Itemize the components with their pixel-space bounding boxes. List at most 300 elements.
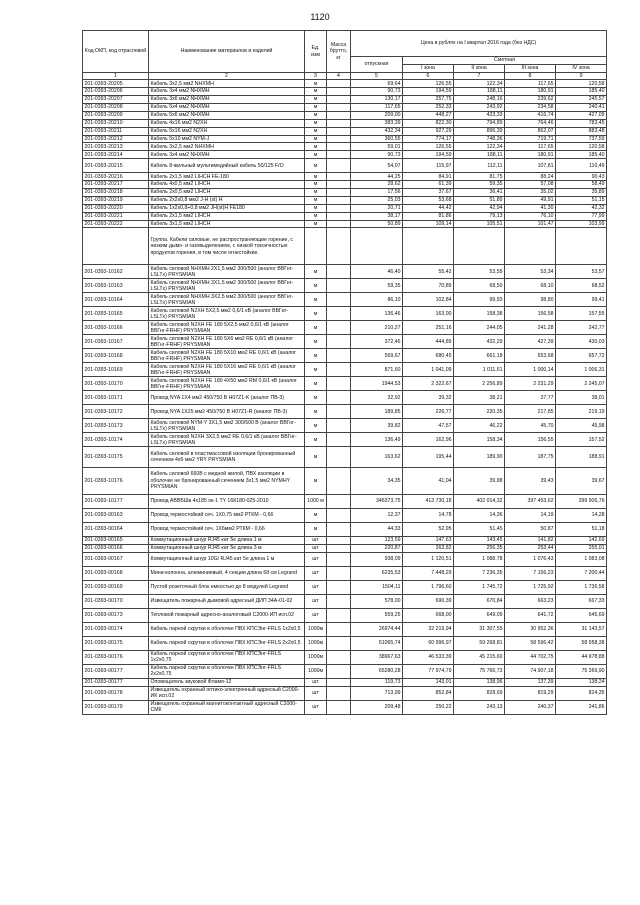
name-cell: Кабель силовой NHXMH 3X1,5 мм2 300/500 (аналог ВВГнг-LSLTx) PRYSMIAN	[149, 279, 305, 293]
unit-cell: м	[305, 143, 327, 151]
zone2-price-cell: 122,34	[454, 80, 505, 88]
table-row	[83, 279, 607, 293]
unit-cell: м	[305, 181, 327, 189]
zone1-price-cell: 77 974,79	[403, 664, 454, 678]
zone3-price-cell: 50,87	[505, 522, 556, 536]
zone2-price-cell: 1 088,78	[454, 552, 505, 566]
table-row	[83, 467, 607, 494]
zone2-price-cell: 1 745,72	[454, 580, 505, 594]
code-cell: 201-0393-20216	[83, 173, 149, 181]
release-price-cell: 220,87	[351, 544, 403, 552]
unit-cell: м	[305, 188, 327, 196]
zone4-price-cell: 1 006,31	[556, 363, 607, 377]
release-price-cell: 20,71	[351, 204, 403, 212]
release-price-cell: 123,59	[351, 536, 403, 544]
name-cell: Кабель парной скрутки в оболочке ПВХ КПСЭнг-FRLS 2х2х0,5	[149, 636, 305, 650]
group-heading-row	[83, 228, 607, 265]
zone3-price-cell: 49,91	[505, 196, 556, 204]
code-cell: 201-0393-20217	[83, 181, 149, 189]
column-number: 5	[351, 73, 403, 80]
table-row	[83, 188, 607, 196]
code-cell: 201-0393-00173	[83, 608, 149, 622]
zone2-price-cell: 402 014,32	[454, 494, 505, 508]
code-cell: 201-0393-00164	[83, 522, 149, 536]
zone2-price-cell: 45 215,60	[454, 650, 505, 664]
release-price-cell: 136,46	[351, 307, 403, 321]
mass-cell	[327, 159, 351, 173]
zone1-price-cell: 143,01	[403, 678, 454, 686]
unit-cell: м	[305, 265, 327, 279]
table-row	[83, 173, 607, 181]
name-cell: Кабель силовой N2XH 5Х2,5 мм2 0,6/1 кВ (аналог ВВГнг-LSLTx) PRYSMIAN	[149, 307, 305, 321]
zone3-price-cell: 217,85	[505, 405, 556, 419]
release-price-cell: 372,46	[351, 335, 403, 349]
header-name: Наименование материалов и изделий	[149, 31, 305, 73]
name-cell: Извещатель охранный магнитоконтактный адресный С2000-СМК	[149, 700, 305, 714]
release-price-cell: 119,73	[351, 678, 403, 686]
zone2-price-cell: 138,96	[454, 678, 505, 686]
zone2-price-cell: 99,93	[454, 293, 505, 307]
zone2-price-cell: 59 268,81	[454, 636, 505, 650]
table-row	[83, 678, 607, 686]
code-cell: 201-0393-20208	[83, 103, 149, 111]
column-number: 2	[149, 73, 305, 80]
zone4-price-cell: 240,41	[556, 103, 607, 111]
release-price-cell: 17,56	[351, 188, 403, 196]
column-number-row	[83, 73, 607, 80]
zone3-price-cell: 663,23	[505, 594, 556, 608]
mass-cell	[327, 188, 351, 196]
mass-cell	[327, 650, 351, 664]
name-cell: Кабель 3х4 мм2 NHXMH	[149, 88, 305, 96]
mass-cell	[327, 636, 351, 650]
release-price-cell: 210,27	[351, 321, 403, 335]
unit-cell: 1000 м	[305, 494, 327, 508]
zone2-price-cell: 896,39	[454, 127, 505, 135]
mass-cell	[327, 173, 351, 181]
zone3-price-cell: 2 231,29	[505, 377, 556, 391]
code-cell: 201-0393-10177	[83, 494, 149, 508]
zone4-price-cell: 103,99	[556, 220, 607, 228]
name-cell: Кабель парной скрутки в оболочке ПВХ КПСЭнг-FRLS 2х2х0,75	[149, 664, 305, 678]
table-row	[83, 335, 607, 349]
zone1-price-cell: 1 120,51	[403, 552, 454, 566]
unit-cell: 1000м	[305, 664, 327, 678]
name-cell: Кабель силовой NHXMH 3X2,5 мм2 300/500 (аналог ВВГнг-LSLTx) PRYSMIAN	[149, 293, 305, 307]
unit-cell: м	[305, 159, 327, 173]
release-price-cell	[351, 228, 403, 265]
zone3-price-cell: 58 596,42	[505, 636, 556, 650]
release-price-cell: 25,03	[351, 196, 403, 204]
zone3-price-cell: 98,80	[505, 293, 556, 307]
release-price-cell: 346373,75	[351, 494, 403, 508]
name-cell: Кабель силовой N2XH FE 180 5Х10 мм2 RE 0,6/1 кВ (аналог ВВГнг-FRHF) PRYSMIAN	[149, 349, 305, 363]
release-price-cell: 189,85	[351, 405, 403, 419]
zone2-price-cell: 1 011,61	[454, 363, 505, 377]
table-row	[83, 419, 607, 433]
mass-cell	[327, 265, 351, 279]
table-row	[83, 544, 607, 552]
zone3-price-cell: 41,30	[505, 204, 556, 212]
zone4-price-cell: 45,98	[556, 419, 607, 433]
zone1-price-cell: 690,39	[403, 594, 454, 608]
zone1-price-cell: 852,84	[403, 686, 454, 700]
zone3-price-cell: 397 453,62	[505, 494, 556, 508]
mass-cell	[327, 544, 351, 552]
name-cell: Кабель 3х4 мм2 NHXMH	[149, 151, 305, 159]
code-cell: 201-0393-10173	[83, 419, 149, 433]
zone2-price-cell: 59,35	[454, 181, 505, 189]
release-price-cell: 559,25	[351, 608, 403, 622]
zone3-price-cell: 107,81	[505, 159, 556, 173]
release-price-cell: 90,73	[351, 88, 403, 96]
unit-cell: м	[305, 321, 327, 335]
name-cell: Извещатель охранный оптико-электронный адресный С2000-ИК исп.02	[149, 686, 305, 700]
mass-cell	[327, 196, 351, 204]
header-zone-1: I зона	[403, 65, 454, 73]
zone2-price-cell: 256,35	[454, 544, 505, 552]
zone4-price-cell: 185,40	[556, 151, 607, 159]
table-row	[83, 552, 607, 566]
zone1-price-cell: 2 322,67	[403, 377, 454, 391]
name-cell: Провод АВВБШв 4х185 ок-1 TY 16К180-025-2010	[149, 494, 305, 508]
release-price-cell: 1504,11	[351, 580, 403, 594]
zone2-price-cell: 51,45	[454, 522, 505, 536]
unit-cell: м	[305, 307, 327, 321]
page-number: 1120	[310, 12, 330, 22]
release-price-cell: 28,62	[351, 181, 403, 189]
zone1-price-cell: 195,44	[403, 447, 454, 468]
unit-cell: м	[305, 363, 327, 377]
mass-cell	[327, 594, 351, 608]
table-row	[83, 566, 607, 580]
zone3-price-cell: 764,46	[505, 119, 556, 127]
zone1-price-cell: 46 533,39	[403, 650, 454, 664]
mass-cell	[327, 508, 351, 522]
zone1-price-cell: 81,86	[403, 212, 454, 220]
mass-cell	[327, 686, 351, 700]
mass-cell	[327, 622, 351, 636]
release-price-cell: 163,62	[351, 447, 403, 468]
zone1-price-cell: 102,84	[403, 293, 454, 307]
zone1-price-cell: 250,22	[403, 700, 454, 714]
zone4-price-cell: 99,41	[556, 293, 607, 307]
code-cell: 201-0393-20215	[83, 159, 149, 173]
zone3-price-cell: 240,37	[505, 700, 556, 714]
zone1-price-cell: 444,89	[403, 335, 454, 349]
zone1-price-cell: 53,68	[403, 196, 454, 204]
zone2-price-cell: 433,33	[454, 111, 505, 119]
mass-cell	[327, 494, 351, 508]
zone1-price-cell: 1 041,09	[403, 363, 454, 377]
code-cell: 201-0393-20222	[83, 220, 149, 228]
zone4-price-cell: 657,72	[556, 349, 607, 363]
release-price-cell: 383,39	[351, 119, 403, 127]
header-mass: Масса брутто, кг	[327, 31, 351, 73]
table-row	[83, 508, 607, 522]
zone4-price-cell: 58,49	[556, 181, 607, 189]
mass-cell	[327, 212, 351, 220]
table-row	[83, 181, 607, 189]
zone3-price-cell: 76,10	[505, 212, 556, 220]
table-row	[83, 307, 607, 321]
code-cell: 201-0393-10167	[83, 335, 149, 349]
name-cell: Кабель силовой N2XH FE 180 5Х16 мм2 RE 0,6/1 кВ (аналог ВВГнг-FRHF) PRYSMIAN	[149, 363, 305, 377]
code-cell: 201-0393-10175	[83, 447, 149, 468]
zone3-price-cell: 101,47	[505, 220, 556, 228]
zone3-price-cell: 156,58	[505, 307, 556, 321]
zone4-price-cell: 138,24	[556, 678, 607, 686]
mass-cell	[327, 419, 351, 433]
release-price-cell: 209,48	[351, 700, 403, 714]
code-cell: 201-0393-20212	[83, 135, 149, 143]
unit-cell: м	[305, 88, 327, 96]
name-cell: Кабель 5х10 мм2 NYM-J	[149, 135, 305, 143]
table-row	[83, 494, 607, 508]
header-zone-3: III зона	[505, 65, 556, 73]
table-row	[83, 103, 607, 111]
zone3-price-cell: 45,70	[505, 419, 556, 433]
code-cell: 201-0393-20213	[83, 143, 149, 151]
unit-cell: м	[305, 212, 327, 220]
release-price-cell: 44,25	[351, 173, 403, 181]
release-price-cell: 65280,28	[351, 664, 403, 678]
zone1-price-cell: 162,96	[403, 433, 454, 447]
name-cell: Кабель силовой N2XH FE 180 5Х6 мм2 RE 0,6/1 кВ (аналог ВВГнг-FRHF) PRYSMIAN	[149, 335, 305, 349]
zone4-price-cell: 120,58	[556, 80, 607, 88]
unit-cell: м	[305, 220, 327, 228]
zone2-price-cell: 105,51	[454, 220, 505, 228]
release-price-cell: 360,55	[351, 135, 403, 143]
release-price-cell: 32,92	[351, 391, 403, 405]
code-cell: 201-0393-10172	[83, 405, 149, 419]
name-cell: Кабель 5х6 мм2 NHXMH	[149, 111, 305, 119]
mass-cell	[327, 151, 351, 159]
zone2-price-cell: 36,41	[454, 188, 505, 196]
unit-cell: м	[305, 173, 327, 181]
unit-cell: м	[305, 196, 327, 204]
zone4-price-cell: 188,91	[556, 447, 607, 468]
mass-cell	[327, 700, 351, 714]
release-price-cell: 69,64	[351, 80, 403, 88]
unit-cell: м	[305, 119, 327, 127]
zone3-price-cell: 719,71	[505, 135, 556, 143]
table-row	[83, 127, 607, 135]
name-cell: Кабель силовой NHXMH 2X1,5 мм2 300/500 (аналог ВВГнг-LSLTx) PRYSMIAN	[149, 265, 305, 279]
zone4-price-cell: 90,43	[556, 173, 607, 181]
zone4-price-cell: 77,99	[556, 212, 607, 220]
mass-cell	[327, 433, 351, 447]
zone1-price-cell: 448,27	[403, 111, 454, 119]
zone3-price-cell: 117,65	[505, 80, 556, 88]
zone4-price-cell: 1 083,08	[556, 552, 607, 566]
code-cell: 201-0393-00169	[83, 580, 149, 594]
zone2-price-cell: 39,88	[454, 467, 505, 494]
code-cell: 201-0393-20207	[83, 96, 149, 104]
unit-cell: м	[305, 467, 327, 494]
table-row	[83, 536, 607, 544]
release-price-cell: 86,10	[351, 293, 403, 307]
zone3-price-cell: 14,19	[505, 508, 556, 522]
code-cell: 201-0393-20209	[83, 111, 149, 119]
table-row	[83, 88, 607, 96]
name-cell: Кабель силовой в пластмассовой изоляции бронированный сечением 4х6 мм2 YRY PRYSMIAN	[149, 447, 305, 468]
zone1-price-cell: 14,78	[403, 508, 454, 522]
table-row	[83, 119, 607, 127]
zone2-price-cell: 2 256,89	[454, 377, 505, 391]
name-cell: Кабель 2х0,5 мм2 LIHCH	[149, 188, 305, 196]
unit-cell: м	[305, 135, 327, 143]
zone4-price-cell: 44 978,88	[556, 650, 607, 664]
zone2-price-cell: 243,13	[454, 700, 505, 714]
table-row	[83, 212, 607, 220]
release-price-cell: 6235,53	[351, 566, 403, 580]
table-row	[83, 220, 607, 228]
mass-cell	[327, 580, 351, 594]
mass-cell	[327, 96, 351, 104]
zone2-price-cell: 75 766,73	[454, 664, 505, 678]
table-row	[83, 196, 607, 204]
name-cell: Провод термостойкий сеч. 1Х6мм2 РТКМ - 0,66	[149, 522, 305, 536]
mass-cell	[327, 111, 351, 119]
code-cell: 201-0393-20214	[83, 151, 149, 159]
zone2-price-cell: 143,45	[454, 536, 505, 544]
zone1-price-cell: 251,16	[403, 321, 454, 335]
zone1-price-cell: 163,00	[403, 307, 454, 321]
name-cell: Кабель 3х2,5 мм2 NHXMH	[149, 80, 305, 88]
zone3-price-cell: 416,74	[505, 111, 556, 119]
name-cell: Провод NYA 1Х25 мм2 450/750 В H07Z1-R (аналог ПВ-3)	[149, 405, 305, 419]
mass-cell	[327, 608, 351, 622]
name-cell: Провод термостойкий сеч. 1Х0,75 мм2 РТКМ - 0,66	[149, 508, 305, 522]
name-cell: Кабель парной скрутки в оболочке ПВХ КПСЭнг-FRLS 1х2х0,75	[149, 650, 305, 664]
code-cell: 201-0393-00174	[83, 622, 149, 636]
zone1-price-cell: 32 219,94	[403, 622, 454, 636]
release-price-cell: 26974,44	[351, 622, 403, 636]
zone2-price-cell: 661,18	[454, 349, 505, 363]
code-cell: 201-0393-20206	[83, 88, 149, 96]
column-number: 1	[83, 73, 149, 80]
zone4-price-cell: 783,45	[556, 119, 607, 127]
header-estimate-price: Сметная	[403, 57, 607, 65]
zone1-price-cell: 126,55	[403, 80, 454, 88]
unit-cell: 1000м	[305, 650, 327, 664]
column-number: 7	[454, 73, 505, 80]
zone2-price-cell: 188,11	[454, 88, 505, 96]
header-unit: Ед. изм	[305, 31, 327, 73]
unit-cell: м	[305, 377, 327, 391]
zone3-price-cell: 117,65	[505, 143, 556, 151]
zone3-price-cell: 653,68	[505, 349, 556, 363]
code-cell	[83, 228, 149, 265]
name-cell: Пустой розеточный блок емкостью до 8 модулей Legrand	[149, 580, 305, 594]
unit-cell: м	[305, 522, 327, 536]
zone3-price-cell: 7 156,23	[505, 566, 556, 580]
name-cell: Оповещатель звуковой Фламя-12	[149, 678, 305, 686]
mass-cell	[327, 80, 351, 88]
table-row	[83, 700, 607, 714]
code-cell: 201-0393-10165	[83, 307, 149, 321]
zone4-price-cell: 35,89	[556, 188, 607, 196]
zone2-price-cell: 794,89	[454, 119, 505, 127]
mass-cell	[327, 536, 351, 544]
table-row	[83, 111, 607, 119]
zone2-price-cell: 748,36	[454, 135, 505, 143]
unit-cell: м	[305, 433, 327, 447]
mass-cell	[327, 135, 351, 143]
price-table	[82, 30, 607, 715]
zone2-price-cell: 220,35	[454, 405, 505, 419]
release-price-cell: 59,35	[351, 279, 403, 293]
mass-cell	[327, 321, 351, 335]
zone4-price-cell: 38,01	[556, 391, 607, 405]
zone3-price-cell: 39,43	[505, 467, 556, 494]
zone1-price-cell: 194,59	[403, 151, 454, 159]
table-row	[83, 636, 607, 650]
name-cell: Кабель 3х6 мм2 NHXMH	[149, 96, 305, 104]
zone3-price-cell: 35,02	[505, 188, 556, 196]
unit-cell: шт	[305, 700, 327, 714]
zone4-price-cell: 157,52	[556, 433, 607, 447]
mass-cell	[327, 363, 351, 377]
name-cell: Кабель 5х16 мм2 N2XH	[149, 127, 305, 135]
unit-cell: шт	[305, 594, 327, 608]
code-cell: 201-0393-20211	[83, 127, 149, 135]
mass-cell	[327, 293, 351, 307]
code-cell: 201-0393-10164	[83, 293, 149, 307]
table-row	[83, 608, 607, 622]
zone1-price-cell: 39,32	[403, 391, 454, 405]
table-row	[83, 321, 607, 335]
zone1-price-cell: 263,82	[403, 544, 454, 552]
zone4-price-cell: 245,57	[556, 96, 607, 104]
header-zone-2: II зона	[454, 65, 505, 73]
release-price-cell: 46,40	[351, 265, 403, 279]
zone3-price-cell: 427,39	[505, 335, 556, 349]
unit-cell: м	[305, 447, 327, 468]
name-cell: Коммутационный шнур RJ45 кат 5е длина 1 м	[149, 536, 305, 544]
name-cell: Коммутационный шнур 10G/ RJ45 кат 5е длина 1 м	[149, 552, 305, 566]
zone1-price-cell: 680,45	[403, 349, 454, 363]
zone2-price-cell: 649,09	[454, 608, 505, 622]
name-cell: Кабель силовой 660В с медной жилой, ПВХ изоляции в оболочке не бронированный сечением 3х1,5 мм2 NYMHY PRYSMIAN	[149, 467, 305, 494]
zone4-price-cell: 185,40	[556, 88, 607, 96]
table-row	[83, 96, 607, 104]
column-number: 3	[305, 73, 327, 80]
zone3-price-cell	[505, 228, 556, 265]
zone4-price-cell: 39,67	[556, 467, 607, 494]
name-cell: Провод NYA 1Х4 мм2 450/750 В H07Z1-K (аналог ПВ-3)	[149, 391, 305, 405]
zone1-price-cell: 126,55	[403, 143, 454, 151]
header-release-price: отпускная	[351, 57, 403, 73]
zone2-price-cell: 81,75	[454, 173, 505, 181]
zone2-price-cell: 51,89	[454, 196, 505, 204]
zone3-price-cell: 53,34	[505, 265, 556, 279]
code-cell: 201-0393-00168	[83, 566, 149, 580]
release-price-cell: 432,34	[351, 127, 403, 135]
column-number: 6	[403, 73, 454, 80]
zone3-price-cell: 44 702,75	[505, 650, 556, 664]
name-cell: Кабель 5х4 мм2 NHXMH	[149, 103, 305, 111]
unit-cell: м	[305, 204, 327, 212]
zone4-price-cell: 399 906,76	[556, 494, 607, 508]
release-price-cell: 38,17	[351, 212, 403, 220]
table-row	[83, 159, 607, 173]
zone3-price-cell: 156,55	[505, 433, 556, 447]
table-row	[83, 594, 607, 608]
code-cell: 201-0393-00177	[83, 664, 149, 678]
mass-cell	[327, 88, 351, 96]
